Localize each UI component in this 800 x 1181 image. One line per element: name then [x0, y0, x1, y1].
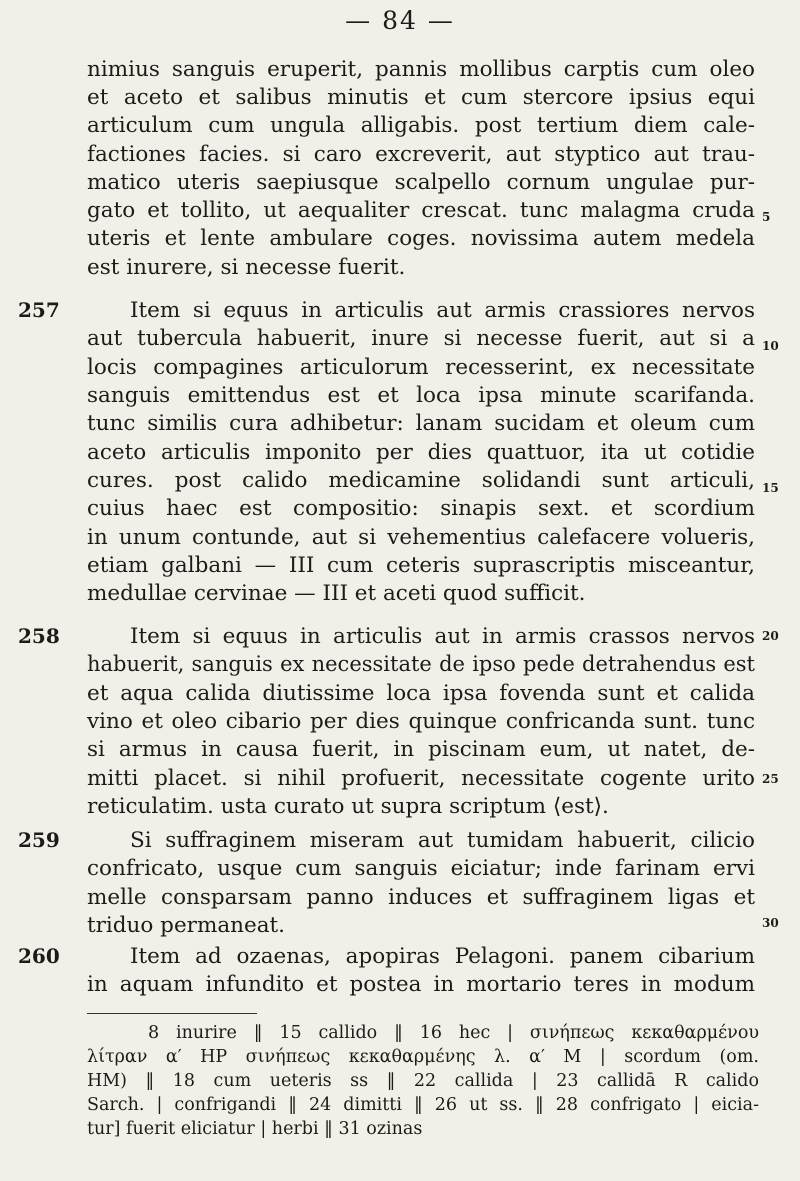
text-line: gato et tollito, ut aequaliter crescat. tunc malagma cruda	[87, 198, 755, 223]
text-line: medullae cervinae — III et aceti quod sufficit.	[87, 581, 586, 606]
text-line: confricato, usque cum sanguis eiciatur; inde farinam ervi	[87, 856, 755, 881]
text-line: Si suffraginem miseram aut tumidam habuerit, cilicio	[130, 828, 755, 853]
text-line: habuerit, sanguis ex necessitate de ipso pede detrahendus est	[87, 652, 755, 676]
margin-line-number: 10	[762, 339, 779, 353]
margin-line-number: 25	[762, 772, 779, 786]
page-number-header: — 84 —	[345, 6, 455, 35]
margin-line-number: 30	[762, 916, 779, 930]
section-number: 257	[18, 298, 60, 322]
text-line: sanguis emittendus est et loca ipsa minute scarifanda.	[87, 383, 755, 408]
margin-line-number: 15	[762, 481, 779, 495]
text-line: cures. post calido medicamine solidandi sunt articuli,	[87, 468, 755, 493]
text-line: aut tubercula habuerit, inure si necesse fuerit, aut si a	[87, 326, 755, 351]
footnote-rule	[87, 1013, 257, 1014]
text-line: reticulatim. usta curato ut supra scriptum ⟨est⟩.	[87, 794, 609, 819]
text-line: uteris et lente ambulare coges. novissima autem medela	[87, 226, 755, 251]
section-number: 259	[18, 828, 60, 852]
text-line: melle consparsam panno induces et suffraginem ligas et	[87, 885, 755, 910]
footnote-line: 8 inurire ‖ 15 callido ‖ 16 hec | σινήπεως κεκαθαρμένου	[148, 1023, 759, 1043]
margin-line-number: 20	[762, 629, 779, 643]
text-line: in aquam infundito et postea in mortario teres in modum	[87, 972, 755, 997]
footnote-line: HM) ‖ 18 cum ueteris ss ‖ 22 callida | 23 callidā R calido	[87, 1071, 759, 1091]
text-line: aceto articulis imponito per dies quattuor, ita ut cotidie	[87, 440, 755, 465]
text-line: et aqua calida diutissime loca ipsa fovenda sunt et calida	[87, 681, 755, 706]
section-number: 258	[18, 624, 60, 648]
text-line: mitti placet. si nihil profuerit, necessitate cogente urito	[87, 766, 755, 791]
text-line: factiones facies. si caro excreverit, aut styptico aut trau-	[87, 142, 755, 167]
section-number: 260	[18, 944, 60, 968]
text-line: in unum contunde, aut si vehementius calefacere volueris,	[87, 525, 755, 550]
text-line: etiam galbani — III cum ceteris suprascriptis misceantur,	[87, 553, 755, 578]
text-line: Item ad ozaenas, apopiras Pelagoni. panem cibarium	[130, 944, 755, 969]
text-line: locis compagines articulorum recesserint, ex necessitate	[87, 355, 755, 380]
margin-line-number: 5	[762, 210, 771, 224]
text-line: Item si equus in articulis aut armis crassiores nervos	[130, 298, 755, 323]
text-line: et aceto et salibus minutis et cum stercore ipsius equi	[87, 85, 755, 110]
text-line: triduo permaneat.	[87, 913, 286, 938]
text-line: si armus in causa fuerit, in piscinam eum, ut natet, de-	[87, 737, 755, 762]
text-line: cuius haec est compositio: sinapis sext. et scordium	[87, 496, 755, 521]
text-line: est inurere, si necesse fuerit.	[87, 255, 406, 280]
footnote-line: tur] fuerit eliciatur | herbi ‖ 31 ozinas	[87, 1119, 423, 1139]
footnote-line: λίτραν α′ HP σινήπεως κεκαθαρμένης λ. α′ M | scordum (om.	[87, 1047, 759, 1067]
text-line: vino et oleo cibario per dies quinque confricanda sunt. tunc	[87, 709, 755, 734]
footnote-line: Sarch. | confrigandi ‖ 24 dimitti ‖ 26 ut ss. ‖ 28 confrigato | eicia-	[87, 1095, 759, 1115]
text-line: articulum cum ungula alligabis. post tertium diem cale-	[87, 113, 755, 138]
text-line: nimius sanguis eruperit, pannis mollibus carptis cum oleo	[87, 57, 755, 82]
text-line: matico uteris saepiusque scalpello cornum ungulae pur-	[87, 170, 755, 195]
text-line: Item si equus in articulis aut in armis crassos nervos	[130, 624, 755, 649]
text-line: tunc similis cura adhibetur: lanam sucidam et oleum cum	[87, 411, 755, 436]
